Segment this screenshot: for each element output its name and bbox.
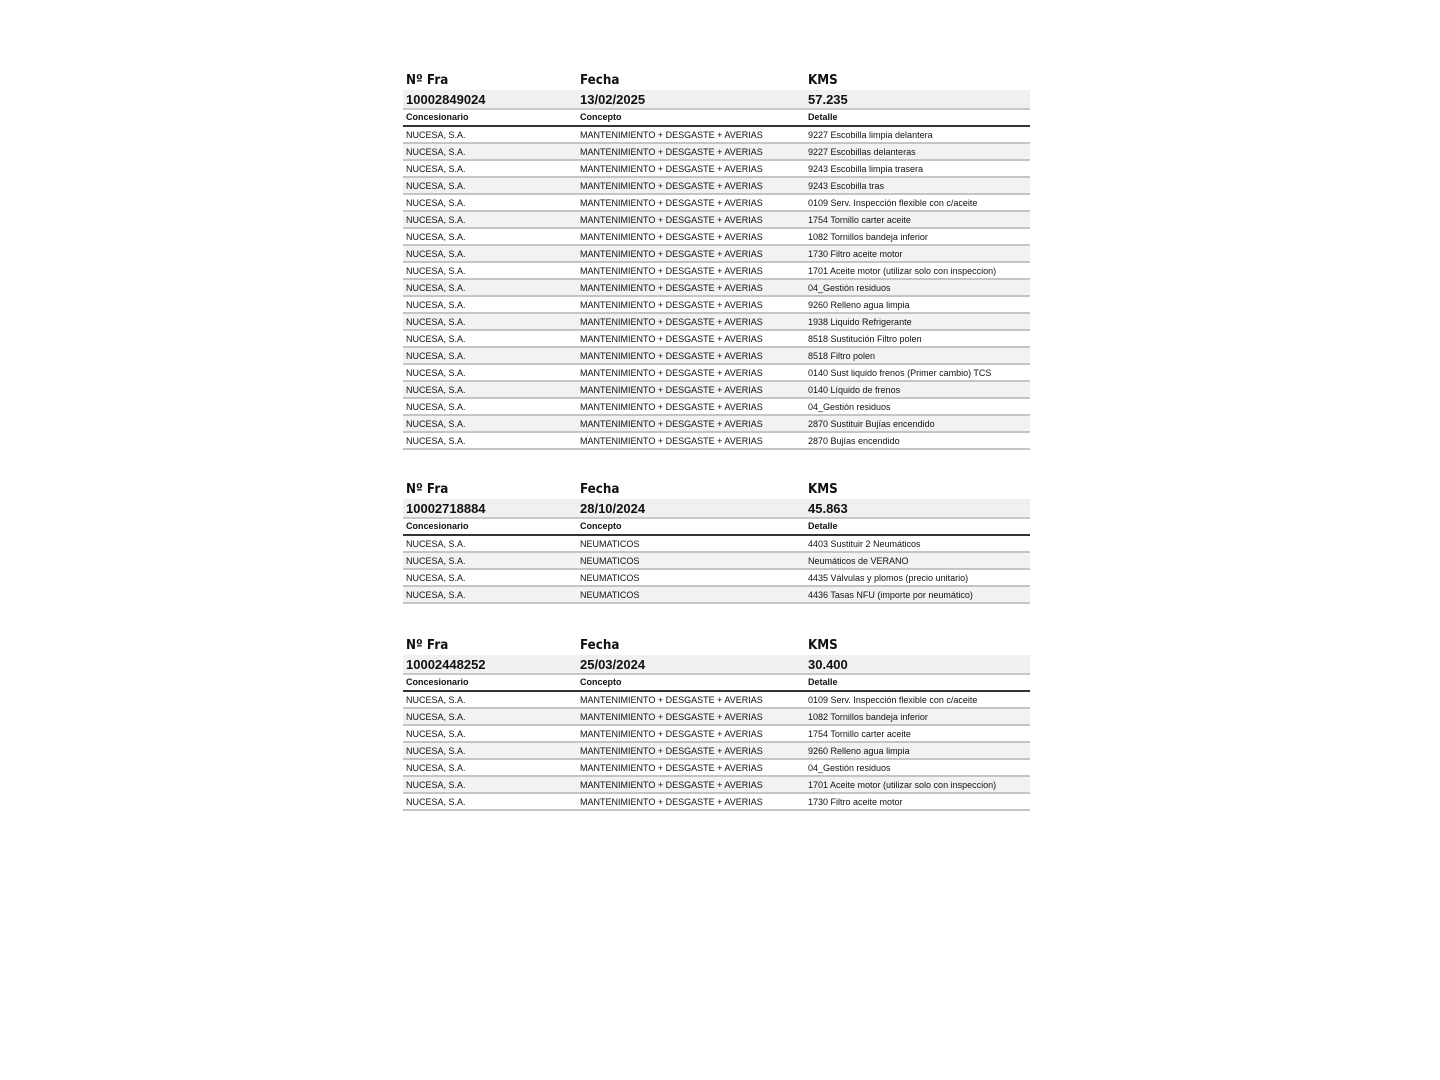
cell-concesionario: NUCESA, S.A. bbox=[406, 590, 466, 600]
cell-detalle: Neumáticos de VERANO bbox=[808, 556, 909, 566]
cell-concesionario: NUCESA, S.A. bbox=[406, 573, 466, 583]
cell-concepto: MANTENIMIENTO + DESGASTE + AVERIAS bbox=[580, 712, 763, 722]
column-header-concesionario: Concesionario bbox=[406, 521, 469, 531]
cell-detalle: 04_Gestión residuos bbox=[808, 763, 891, 773]
column-header-concepto: Concepto bbox=[580, 521, 622, 531]
cell-concesionario: NUCESA, S.A. bbox=[406, 334, 466, 344]
cell-concepto: MANTENIMIENTO + DESGASTE + AVERIAS bbox=[580, 266, 763, 276]
invoice-kms-label: KMS bbox=[808, 73, 838, 88]
cell-concesionario: NUCESA, S.A. bbox=[406, 215, 466, 225]
table-row bbox=[403, 144, 1030, 161]
cell-detalle: 1082 Tornillos bandeja inferior bbox=[808, 712, 928, 722]
table-row bbox=[403, 777, 1030, 794]
cell-concepto: MANTENIMIENTO + DESGASTE + AVERIAS bbox=[580, 215, 763, 225]
table-row bbox=[403, 161, 1030, 178]
invoice-number: 10002448252 bbox=[406, 657, 486, 672]
cell-concepto: MANTENIMIENTO + DESGASTE + AVERIAS bbox=[580, 130, 763, 140]
invoice-date: 28/10/2024 bbox=[580, 501, 646, 516]
cell-detalle: 0109 Serv. Inspección flexible con c/aceite bbox=[808, 198, 978, 208]
table-row bbox=[403, 280, 1030, 297]
cell-concepto: MANTENIMIENTO + DESGASTE + AVERIAS bbox=[580, 147, 763, 157]
invoice-number: 10002849024 bbox=[406, 92, 486, 107]
cell-concesionario: NUCESA, S.A. bbox=[406, 746, 466, 756]
cell-concepto: MANTENIMIENTO + DESGASTE + AVERIAS bbox=[580, 746, 763, 756]
table-row bbox=[403, 297, 1030, 314]
cell-detalle: 04_Gestión residuos bbox=[808, 402, 891, 412]
cell-concepto: NEUMATICOS bbox=[580, 573, 640, 583]
table-row bbox=[403, 229, 1030, 246]
cell-detalle: 9227 Escobilla limpia delantera bbox=[808, 130, 933, 140]
cell-detalle: 8518 Filtro polen bbox=[808, 351, 876, 361]
cell-detalle: 9260 Relleno agua limpia bbox=[808, 300, 910, 310]
cell-detalle: 4436 Tasas NFU (importe por neumático) bbox=[808, 590, 973, 600]
invoice-kms: 30.400 bbox=[808, 657, 848, 672]
cell-concepto: MANTENIMIENTO + DESGASTE + AVERIAS bbox=[580, 317, 763, 327]
cell-concesionario: NUCESA, S.A. bbox=[406, 130, 466, 140]
invoice-kms-label: KMS bbox=[808, 638, 838, 653]
cell-concesionario: NUCESA, S.A. bbox=[406, 368, 466, 378]
cell-detalle: 2870 Sustituir Bujías encendido bbox=[808, 419, 935, 429]
cell-detalle: 9227 Escobillas delanteras bbox=[808, 147, 916, 157]
invoice-date-label: Fecha bbox=[580, 638, 620, 653]
table-row bbox=[403, 692, 1030, 709]
cell-concesionario: NUCESA, S.A. bbox=[406, 712, 466, 722]
cell-concesionario: NUCESA, S.A. bbox=[406, 317, 466, 327]
cell-detalle: 4403 Sustituir 2 Neumáticos bbox=[808, 539, 921, 549]
invoice-number: 10002718884 bbox=[406, 501, 486, 516]
cell-detalle: 0109 Serv. Inspección flexible con c/aceite bbox=[808, 695, 978, 705]
cell-concepto: MANTENIMIENTO + DESGASTE + AVERIAS bbox=[580, 763, 763, 773]
table-row bbox=[403, 760, 1030, 777]
cell-concesionario: NUCESA, S.A. bbox=[406, 797, 466, 807]
cell-detalle: 4435 Válvulas y plomos (precio unitario) bbox=[808, 573, 969, 583]
cell-concesionario: NUCESA, S.A. bbox=[406, 283, 466, 293]
cell-concepto: MANTENIMIENTO + DESGASTE + AVERIAS bbox=[580, 368, 763, 378]
cell-concepto: NEUMATICOS bbox=[580, 556, 640, 566]
cell-concepto: MANTENIMIENTO + DESGASTE + AVERIAS bbox=[580, 729, 763, 739]
cell-concepto: NEUMATICOS bbox=[580, 590, 640, 600]
cell-concesionario: NUCESA, S.A. bbox=[406, 198, 466, 208]
cell-detalle: 9243 Escobilla tras bbox=[808, 181, 885, 191]
column-header-concepto: Concepto bbox=[580, 112, 622, 122]
cell-concesionario: NUCESA, S.A. bbox=[406, 539, 466, 549]
cell-concesionario: NUCESA, S.A. bbox=[406, 181, 466, 191]
invoice-section bbox=[403, 480, 1030, 604]
invoice-header-values bbox=[403, 90, 1030, 110]
cell-concesionario: NUCESA, S.A. bbox=[406, 695, 466, 705]
cell-concesionario: NUCESA, S.A. bbox=[406, 436, 466, 446]
table-row bbox=[403, 709, 1030, 726]
invoice-date: 25/03/2024 bbox=[580, 657, 646, 672]
column-headers bbox=[403, 675, 1030, 692]
invoice-header-labels bbox=[403, 480, 1030, 499]
cell-concepto: MANTENIMIENTO + DESGASTE + AVERIAS bbox=[580, 181, 763, 191]
cell-concepto: MANTENIMIENTO + DESGASTE + AVERIAS bbox=[580, 232, 763, 242]
table-row bbox=[403, 416, 1030, 433]
invoice-number-label: Nº Fra bbox=[406, 638, 449, 653]
cell-concepto: MANTENIMIENTO + DESGASTE + AVERIAS bbox=[580, 419, 763, 429]
cell-concesionario: NUCESA, S.A. bbox=[406, 780, 466, 790]
cell-concepto: MANTENIMIENTO + DESGASTE + AVERIAS bbox=[580, 300, 763, 310]
table-row bbox=[403, 127, 1030, 144]
cell-detalle: 1701 Aceite motor (utilizar solo con inspeccion) bbox=[808, 266, 997, 276]
table-row bbox=[403, 212, 1030, 229]
invoice-kms: 57.235 bbox=[808, 92, 848, 107]
table-row bbox=[403, 246, 1030, 263]
cell-concesionario: NUCESA, S.A. bbox=[406, 351, 466, 361]
table-row bbox=[403, 743, 1030, 760]
table-row bbox=[403, 794, 1030, 811]
cell-concesionario: NUCESA, S.A. bbox=[406, 266, 466, 276]
column-headers bbox=[403, 519, 1030, 536]
invoice-number-label: Nº Fra bbox=[406, 73, 449, 88]
cell-concepto: MANTENIMIENTO + DESGASTE + AVERIAS bbox=[580, 436, 763, 446]
column-header-concesionario: Concesionario bbox=[406, 677, 469, 687]
invoice-rows bbox=[403, 692, 1030, 811]
cell-detalle: 1754 Tornillo carter aceite bbox=[808, 729, 911, 739]
column-header-detalle: Detalle bbox=[808, 521, 838, 531]
table-row bbox=[403, 195, 1030, 212]
invoice-header-labels bbox=[403, 636, 1030, 655]
cell-detalle: 0140 Sust liquido frenos (Primer cambio) TCS bbox=[808, 368, 992, 378]
invoice-date-label: Fecha bbox=[580, 73, 620, 88]
table-row bbox=[403, 433, 1030, 450]
cell-detalle: 0140 Líquido de frenos bbox=[808, 385, 901, 395]
table-row bbox=[403, 382, 1030, 399]
cell-concepto: MANTENIMIENTO + DESGASTE + AVERIAS bbox=[580, 164, 763, 174]
cell-concepto: MANTENIMIENTO + DESGASTE + AVERIAS bbox=[580, 334, 763, 344]
cell-detalle: 1082 Tornillos bandeja inferior bbox=[808, 232, 928, 242]
invoice-kms-label: KMS bbox=[808, 482, 838, 497]
cell-concesionario: NUCESA, S.A. bbox=[406, 164, 466, 174]
table-row bbox=[403, 365, 1030, 382]
cell-concesionario: NUCESA, S.A. bbox=[406, 763, 466, 773]
cell-concepto: MANTENIMIENTO + DESGASTE + AVERIAS bbox=[580, 249, 763, 259]
table-row bbox=[403, 348, 1030, 365]
invoice-date-label: Fecha bbox=[580, 482, 620, 497]
column-header-detalle: Detalle bbox=[808, 112, 838, 122]
cell-concepto: MANTENIMIENTO + DESGASTE + AVERIAS bbox=[580, 198, 763, 208]
column-headers bbox=[403, 110, 1030, 127]
invoice-rows bbox=[403, 536, 1030, 604]
cell-concesionario: NUCESA, S.A. bbox=[406, 300, 466, 310]
cell-concesionario: NUCESA, S.A. bbox=[406, 249, 466, 259]
invoice-kms: 45.863 bbox=[808, 501, 848, 516]
cell-detalle: 8518 Sustitución Filtro polen bbox=[808, 334, 922, 344]
invoice-number-label: Nº Fra bbox=[406, 482, 449, 497]
table-row bbox=[403, 587, 1030, 604]
invoice-section bbox=[403, 71, 1030, 450]
table-row bbox=[403, 553, 1030, 570]
table-row bbox=[403, 314, 1030, 331]
invoice-rows bbox=[403, 127, 1030, 450]
cell-concesionario: NUCESA, S.A. bbox=[406, 729, 466, 739]
cell-detalle: 1701 Aceite motor (utilizar solo con inspeccion) bbox=[808, 780, 997, 790]
cell-detalle: 1730 Filtro aceite motor bbox=[808, 797, 903, 807]
cell-detalle: 9243 Escobilla limpia trasera bbox=[808, 164, 924, 174]
cell-concesionario: NUCESA, S.A. bbox=[406, 232, 466, 242]
cell-concepto: MANTENIMIENTO + DESGASTE + AVERIAS bbox=[580, 797, 763, 807]
table-row bbox=[403, 726, 1030, 743]
cell-detalle: 04_Gestión residuos bbox=[808, 283, 891, 293]
cell-detalle: 9260 Relleno agua limpia bbox=[808, 746, 910, 756]
invoice-header-values bbox=[403, 499, 1030, 519]
cell-concepto: MANTENIMIENTO + DESGASTE + AVERIAS bbox=[580, 695, 763, 705]
column-header-concesionario: Concesionario bbox=[406, 112, 469, 122]
cell-concepto: MANTENIMIENTO + DESGASTE + AVERIAS bbox=[580, 351, 763, 361]
cell-concepto: MANTENIMIENTO + DESGASTE + AVERIAS bbox=[580, 780, 763, 790]
cell-concepto: MANTENIMIENTO + DESGASTE + AVERIAS bbox=[580, 283, 763, 293]
cell-concesionario: NUCESA, S.A. bbox=[406, 419, 466, 429]
cell-concesionario: NUCESA, S.A. bbox=[406, 147, 466, 157]
cell-detalle: 1754 Tornillo carter aceite bbox=[808, 215, 911, 225]
cell-detalle: 1938 Liquido Refrigerante bbox=[808, 317, 912, 327]
table-row bbox=[403, 263, 1030, 280]
table-row bbox=[403, 570, 1030, 587]
cell-detalle: 1730 Filtro aceite motor bbox=[808, 249, 903, 259]
column-header-detalle: Detalle bbox=[808, 677, 838, 687]
invoice-date: 13/02/2025 bbox=[580, 92, 646, 107]
invoice-header-labels bbox=[403, 71, 1030, 90]
cell-concesionario: NUCESA, S.A. bbox=[406, 402, 466, 412]
table-row bbox=[403, 536, 1030, 553]
cell-concesionario: NUCESA, S.A. bbox=[406, 385, 466, 395]
cell-concesionario: NUCESA, S.A. bbox=[406, 556, 466, 566]
column-header-concepto: Concepto bbox=[580, 677, 622, 687]
table-row bbox=[403, 331, 1030, 348]
table-row bbox=[403, 178, 1030, 195]
invoice-section bbox=[403, 636, 1030, 811]
cell-concepto: NEUMATICOS bbox=[580, 539, 640, 549]
cell-concepto: MANTENIMIENTO + DESGASTE + AVERIAS bbox=[580, 385, 763, 395]
cell-detalle: 2870 Bujías encendido bbox=[808, 436, 900, 446]
invoice-header-values bbox=[403, 655, 1030, 675]
cell-concepto: MANTENIMIENTO + DESGASTE + AVERIAS bbox=[580, 402, 763, 412]
table-row bbox=[403, 399, 1030, 416]
